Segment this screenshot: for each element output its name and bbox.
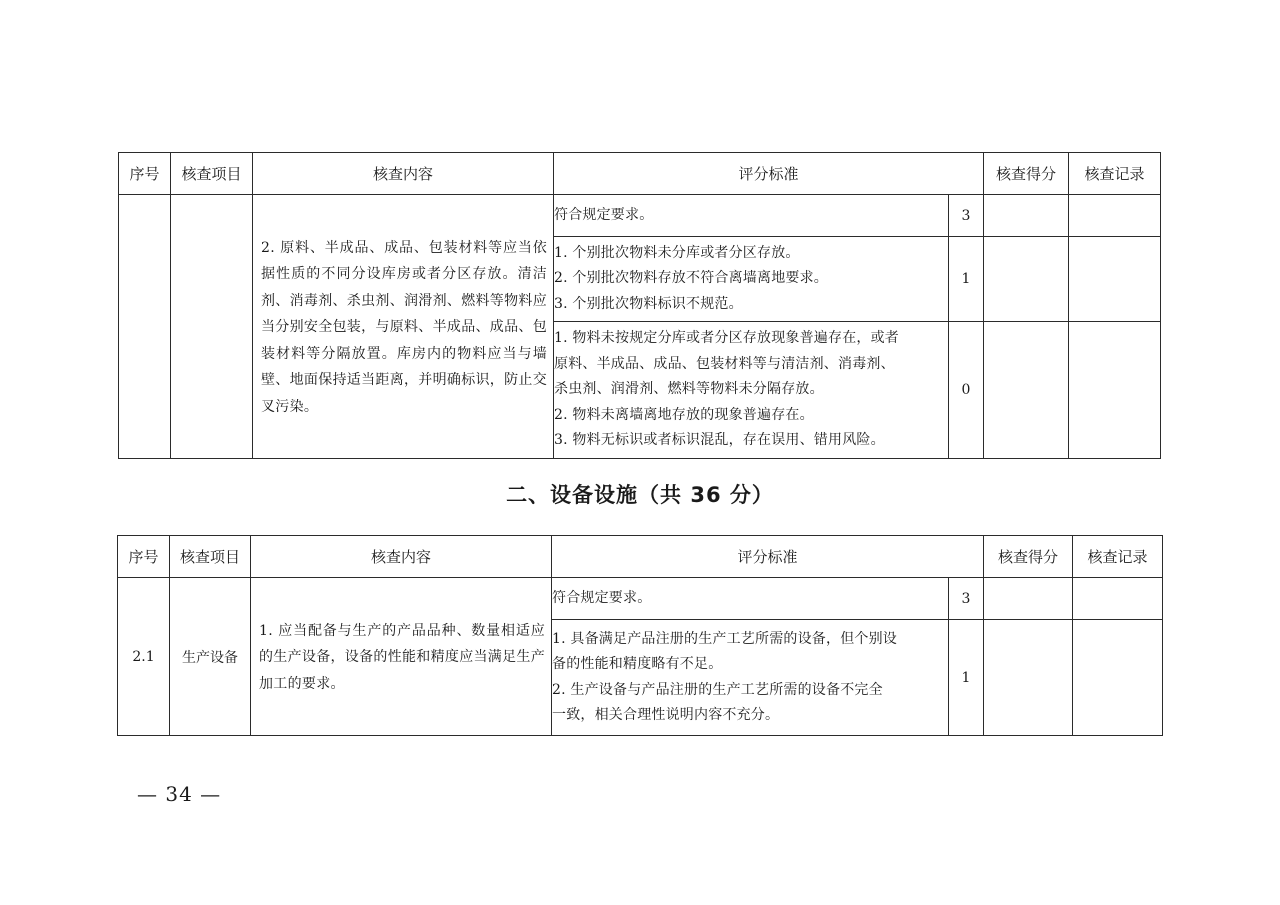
criteria-line: 2. 物料未离墙离地存放的现象普遍存在。	[554, 406, 814, 423]
criteria-line: 符合规定要求。	[552, 589, 652, 606]
criteria-line: 2. 个别批次物料存放不符合离墙离地要求。	[554, 270, 829, 287]
criteria-score: 1	[949, 620, 984, 736]
content-text: 1. 应当配备与生产的产品品种、数量相适应的生产设备，设备的性能和精度应当满足生产加工的要求。	[259, 622, 545, 692]
criteria-line: 3. 物料无标识或者标识混乱，存在误用、错用风险。	[554, 432, 885, 449]
header-item: 核查项目	[170, 536, 251, 578]
header-score: 核查得分	[984, 153, 1069, 195]
criteria-cell	[552, 578, 949, 620]
table-row	[119, 195, 1161, 237]
table-header-row	[119, 153, 1161, 195]
table-row	[118, 578, 1163, 620]
criteria-line: 2. 生产设备与产品注册的生产工艺所需的设备不完全	[552, 681, 883, 698]
criteria-cell	[554, 195, 949, 237]
content-text: 2. 原料、半成品、成品、包装材料等应当依据性质的不同分设库房或者分区存放。清洁剂、消毒剂、杀虫剂、润滑剂、燃料等物料应当分别安全包装，与原料、半成品、成品、包装材料等分隔放置。库房内的物料应当与墙壁、地面保持适当距离，并明确标识，防止交叉污染。	[261, 239, 547, 415]
table-header-row	[118, 536, 1163, 578]
criteria-score: 3	[949, 195, 984, 237]
cell-item: 生产设备	[170, 578, 251, 736]
header-score: 核查得分	[984, 536, 1073, 578]
criteria-score: 3	[949, 578, 984, 620]
record-input-cell[interactable]	[1069, 195, 1161, 237]
criteria-cell	[554, 237, 949, 322]
criteria-line: 1. 物料未按规定分库或者分区存放现象普遍存在，或者	[554, 330, 900, 347]
cell-seq: 2.1	[118, 578, 170, 736]
page-number: — 34 —	[137, 782, 222, 806]
cell-seq	[119, 195, 171, 459]
record-input-cell[interactable]	[1069, 237, 1161, 322]
record-input-cell[interactable]	[1073, 620, 1163, 736]
header-seq: 序号	[119, 153, 171, 195]
score-input-cell[interactable]	[984, 322, 1069, 459]
header-seq: 序号	[118, 536, 170, 578]
criteria-score: 1	[949, 237, 984, 322]
record-input-cell[interactable]	[1073, 578, 1163, 620]
criteria-line: 一致，相关合理性说明内容不充分。	[552, 707, 780, 723]
header-content: 核查内容	[251, 536, 552, 578]
cell-item	[171, 195, 253, 459]
criteria-cell	[552, 620, 949, 736]
header-record: 核查记录	[1073, 536, 1163, 578]
criteria-score: 0	[949, 322, 984, 459]
section-title: 二、设备设施（共 36 分）	[506, 483, 774, 507]
criteria-line: 1. 个别批次物料未分库或者分区存放。	[554, 244, 800, 261]
criteria-line: 3. 个别批次物料标识不规范。	[554, 295, 743, 312]
criteria-line: 备的性能和精度略有不足。	[552, 656, 723, 672]
cell-content	[253, 195, 554, 459]
header-item: 核查项目	[171, 153, 253, 195]
criteria-cell	[554, 322, 949, 459]
score-input-cell[interactable]	[984, 195, 1069, 237]
score-input-cell[interactable]	[984, 578, 1073, 620]
record-input-cell[interactable]	[1069, 322, 1161, 459]
score-input-cell[interactable]	[984, 237, 1069, 322]
header-criteria: 评分标准	[554, 153, 984, 195]
inspection-table-2	[117, 535, 1163, 736]
header-content: 核查内容	[253, 153, 554, 195]
criteria-line: 杀虫剂、润滑剂、燃料等物料未分隔存放。	[554, 381, 824, 398]
criteria-line: 符合规定要求。	[554, 206, 654, 223]
header-record: 核查记录	[1069, 153, 1161, 195]
inspection-table-1	[118, 152, 1161, 459]
criteria-line: 1. 具备满足产品注册的生产工艺所需的设备，但个别设	[552, 630, 898, 647]
score-input-cell[interactable]	[984, 620, 1073, 736]
criteria-line: 原料、半成品、成品、包装材料等与清洁剂、消毒剂、	[554, 355, 895, 372]
header-criteria: 评分标准	[552, 536, 984, 578]
cell-content	[251, 578, 552, 736]
